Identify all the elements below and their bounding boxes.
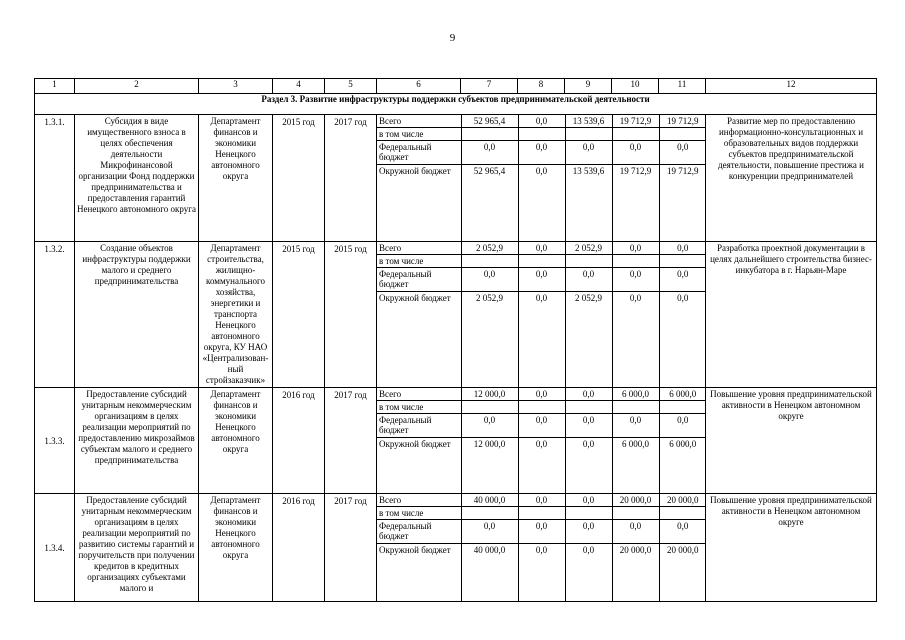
finance-row: [377, 438, 706, 493]
finance-value: [612, 254, 659, 267]
finance-value: 40 000,0: [461, 543, 518, 601]
finance-label: Всего: [377, 388, 461, 401]
finance-value: [461, 128, 518, 141]
finance-value: 6 000,0: [612, 438, 659, 493]
end-year: 2015 год: [325, 241, 377, 388]
finance-value: 0,0: [461, 141, 518, 165]
finance-label: в том числе: [377, 254, 461, 267]
finance-value: 20 000,0: [612, 494, 659, 507]
table-row: [35, 115, 877, 242]
executor: Департамент финансов и экономики Ненецкого автономного округа: [199, 388, 273, 494]
finance-row: [377, 494, 706, 507]
finance-value: 0,0: [565, 388, 612, 401]
finance-value: 0,0: [565, 494, 612, 507]
finance-value: 0,0: [565, 543, 612, 601]
finance-value: 2 052,9: [461, 291, 518, 387]
finance-value: [518, 401, 565, 414]
end-year: 2017 год: [325, 115, 377, 242]
finance-value: 0,0: [659, 267, 706, 291]
row-code: 1.3.2.: [35, 241, 75, 388]
finance-value: [565, 128, 612, 141]
executor: Департамент строительства, жилищно-коммунального хозяйства, энергетики и транспорта Ненецкого автономного округа, КУ НАО «Централизован-ный стройзаказчик»: [199, 241, 273, 388]
finance-value: 20 000,0: [659, 494, 706, 507]
finance-row: [377, 291, 706, 387]
row-code: 1.3.4.: [35, 493, 75, 602]
finance-block: [377, 493, 706, 602]
col-num: 11: [659, 79, 706, 94]
finance-value: [659, 128, 706, 141]
finance-label: Федеральный бюджет: [377, 267, 461, 291]
finance-value: 0,0: [565, 438, 612, 493]
finance-label: Окружной бюджет: [377, 543, 461, 601]
finance-value: 0,0: [518, 267, 565, 291]
finance-label: Всего: [377, 242, 461, 255]
col-num: 1: [35, 79, 75, 94]
col-num: 12: [706, 79, 877, 94]
col-num: 4: [273, 79, 325, 94]
finance-value: [518, 506, 565, 519]
finance-label: Окружной бюджет: [377, 165, 461, 241]
finance-value: 0,0: [659, 141, 706, 165]
expected-result: Развитие мер по предоставлению информационно-консультационных и образовательных видов поддержки субъектов предпринимательской деятельности, повышение престижа и конкуренции предпринимателей: [706, 115, 877, 242]
finance-value: 0,0: [612, 291, 659, 387]
finance-value: 2 052,9: [565, 242, 612, 255]
finance-value: [565, 401, 612, 414]
finance-row: [377, 414, 706, 438]
col-num: 8: [518, 79, 565, 94]
table-row: [35, 388, 877, 494]
start-year: 2015 год: [273, 115, 325, 242]
finance-value: 0,0: [518, 543, 565, 601]
finance-block: [377, 115, 706, 242]
executor: Департамент финансов и экономики Ненецкого автономного округа: [199, 493, 273, 602]
start-year: 2016 год: [273, 493, 325, 602]
finance-value: [518, 254, 565, 267]
finance-value: 40 000,0: [461, 494, 518, 507]
finance-value: 0,0: [612, 519, 659, 543]
finance-label: Федеральный бюджет: [377, 141, 461, 165]
end-year: 2017 год: [325, 388, 377, 494]
finance-value: 0,0: [518, 519, 565, 543]
finance-block: [377, 388, 706, 494]
end-year: 2017 год: [325, 493, 377, 602]
finance-value: 0,0: [565, 267, 612, 291]
finance-value: 0,0: [612, 267, 659, 291]
finance-value: 0,0: [612, 141, 659, 165]
finance-value: 0,0: [518, 388, 565, 401]
col-num: 9: [565, 79, 612, 94]
finance-row: [377, 506, 706, 519]
finance-label: Федеральный бюджет: [377, 519, 461, 543]
expected-result: Разработка проектной документации в целях дальнейшего строительства бизнес-инкубатора в г. Нарьян-Маре: [706, 241, 877, 388]
finance-value: 6 000,0: [669, 439, 697, 449]
col-num: 10: [612, 79, 659, 94]
finance-value: 0,0: [612, 242, 659, 255]
finance-value: 0,0: [518, 165, 565, 241]
finance-value: [461, 506, 518, 519]
finance-value: 0,0: [677, 292, 689, 303]
finance-value: 12 000,0: [461, 438, 518, 493]
section-title: Раздел 3. Развитие инфраструктуры поддержки субъектов предпринимательской деятельности: [35, 94, 877, 115]
finance-value: 6 000,0: [612, 388, 659, 401]
finance-value: 0,0: [518, 115, 565, 128]
col-num: 3: [199, 79, 273, 94]
finance-row: [377, 254, 706, 267]
page-number: 9: [449, 32, 456, 44]
measure-name: Создание объектов инфраструктуры поддержки малого и среднего предпринимательства: [75, 241, 199, 388]
column-number-row: [35, 79, 877, 94]
finance-value: 20 000,0: [612, 543, 659, 601]
finance-value: [612, 401, 659, 414]
finance-row: [377, 115, 706, 128]
finance-value: 2 052,9: [565, 291, 612, 387]
finance-label: в том числе: [377, 128, 461, 141]
finance-row: [377, 141, 706, 165]
finance-value: 19 712,9: [612, 115, 659, 128]
finance-label: в том числе: [377, 506, 461, 519]
finance-row: [377, 242, 706, 255]
finance-value: [659, 401, 706, 414]
finance-value: 0,0: [659, 519, 706, 543]
col-num: 5: [325, 79, 377, 94]
finance-value: 0,0: [518, 141, 565, 165]
finance-value: 12 000,0: [461, 388, 518, 401]
finance-value: 52 965,4: [461, 115, 518, 128]
finance-value: 52 965,4: [461, 165, 518, 241]
finance-label: Всего: [377, 115, 461, 128]
finance-value: [565, 506, 612, 519]
program-table: [34, 78, 877, 602]
finance-row: [377, 543, 706, 601]
finance-value: 0,0: [461, 414, 518, 438]
start-year: 2016 год: [273, 388, 325, 494]
finance-value: 0,0: [518, 291, 565, 387]
finance-value: 19 712,9: [612, 165, 659, 241]
finance-value: 20 000,0: [667, 544, 699, 555]
finance-row: [377, 165, 706, 241]
finance-label: Окружной бюджет: [377, 438, 461, 493]
finance-row: [377, 388, 706, 401]
finance-row: [377, 519, 706, 543]
finance-label: в том числе: [377, 401, 461, 414]
col-num: 6: [377, 79, 461, 94]
finance-value: 13 539,6: [565, 115, 612, 128]
finance-value: [565, 254, 612, 267]
table-row: [35, 493, 877, 602]
finance-value: 0,0: [461, 267, 518, 291]
measure-name: Предоставление субсидий унитарным некоммерческим организациям в целях реализации мероприятий по развитию системы гарантий и поручительств при получении кредитов в кредитных организациях субъектами малого и: [75, 493, 199, 602]
finance-row: [377, 401, 706, 414]
finance-value: 0,0: [659, 242, 706, 255]
finance-row: [377, 267, 706, 291]
finance-value: 0,0: [565, 519, 612, 543]
expected-result: Повышение уровня предпринимательской активности в Ненецком автономном округе: [706, 493, 877, 602]
finance-value: 2 052,9: [461, 242, 518, 255]
finance-value: [461, 401, 518, 414]
col-num: 2: [75, 79, 199, 94]
finance-value: [612, 128, 659, 141]
finance-value: 0,0: [612, 414, 659, 438]
finance-value: 19 712,9: [667, 166, 699, 176]
page-footer: [0, 626, 905, 636]
finance-value: 0,0: [518, 494, 565, 507]
finance-label: Федеральный бюджет: [377, 414, 461, 438]
finance-value: 19 712,9: [659, 115, 706, 128]
measure-name: Предоставление субсидий унитарным некоммерческим организациям в целях реализации мероприятий по предоставлению микрозаймов субъектам малого и среднего предпринимательства: [75, 388, 199, 494]
finance-label: Окружной бюджет: [377, 291, 461, 387]
finance-value: 0,0: [565, 414, 612, 438]
finance-value: [518, 128, 565, 141]
finance-value: [612, 506, 659, 519]
finance-value: 0,0: [518, 242, 565, 255]
expected-result: Повышение уровня предпринимательской активности в Ненецком автономном округе: [706, 388, 877, 494]
finance-value: [659, 506, 706, 519]
finance-value: 0,0: [461, 519, 518, 543]
finance-value: [659, 254, 706, 267]
measure-name: Субсидия в виде имущественного взноса в целях обеспечения деятельности Микрофинансовой организации Фонд поддержки предпринимательства и предоставления гарантий Ненецкого автономного округа: [75, 115, 199, 242]
executor: Департамент финансов и экономики Ненецкого автономного округа: [199, 115, 273, 242]
finance-value: 0,0: [518, 414, 565, 438]
finance-row: [377, 128, 706, 141]
col-num: 7: [461, 79, 518, 94]
finance-value: 0,0: [659, 414, 706, 438]
finance-value: [461, 254, 518, 267]
start-year: 2015 год: [273, 241, 325, 388]
finance-label: Всего: [377, 494, 461, 507]
finance-value: 13 539,6: [565, 165, 612, 241]
finance-value: 0,0: [518, 438, 565, 493]
row-code: 1.3.3.: [35, 388, 75, 494]
finance-value: 0,0: [565, 141, 612, 165]
section-row: [35, 94, 877, 115]
finance-block: [377, 241, 706, 388]
finance-value: 6 000,0: [659, 388, 706, 401]
table-row: [35, 241, 877, 388]
row-code: 1.3.1.: [35, 115, 75, 242]
